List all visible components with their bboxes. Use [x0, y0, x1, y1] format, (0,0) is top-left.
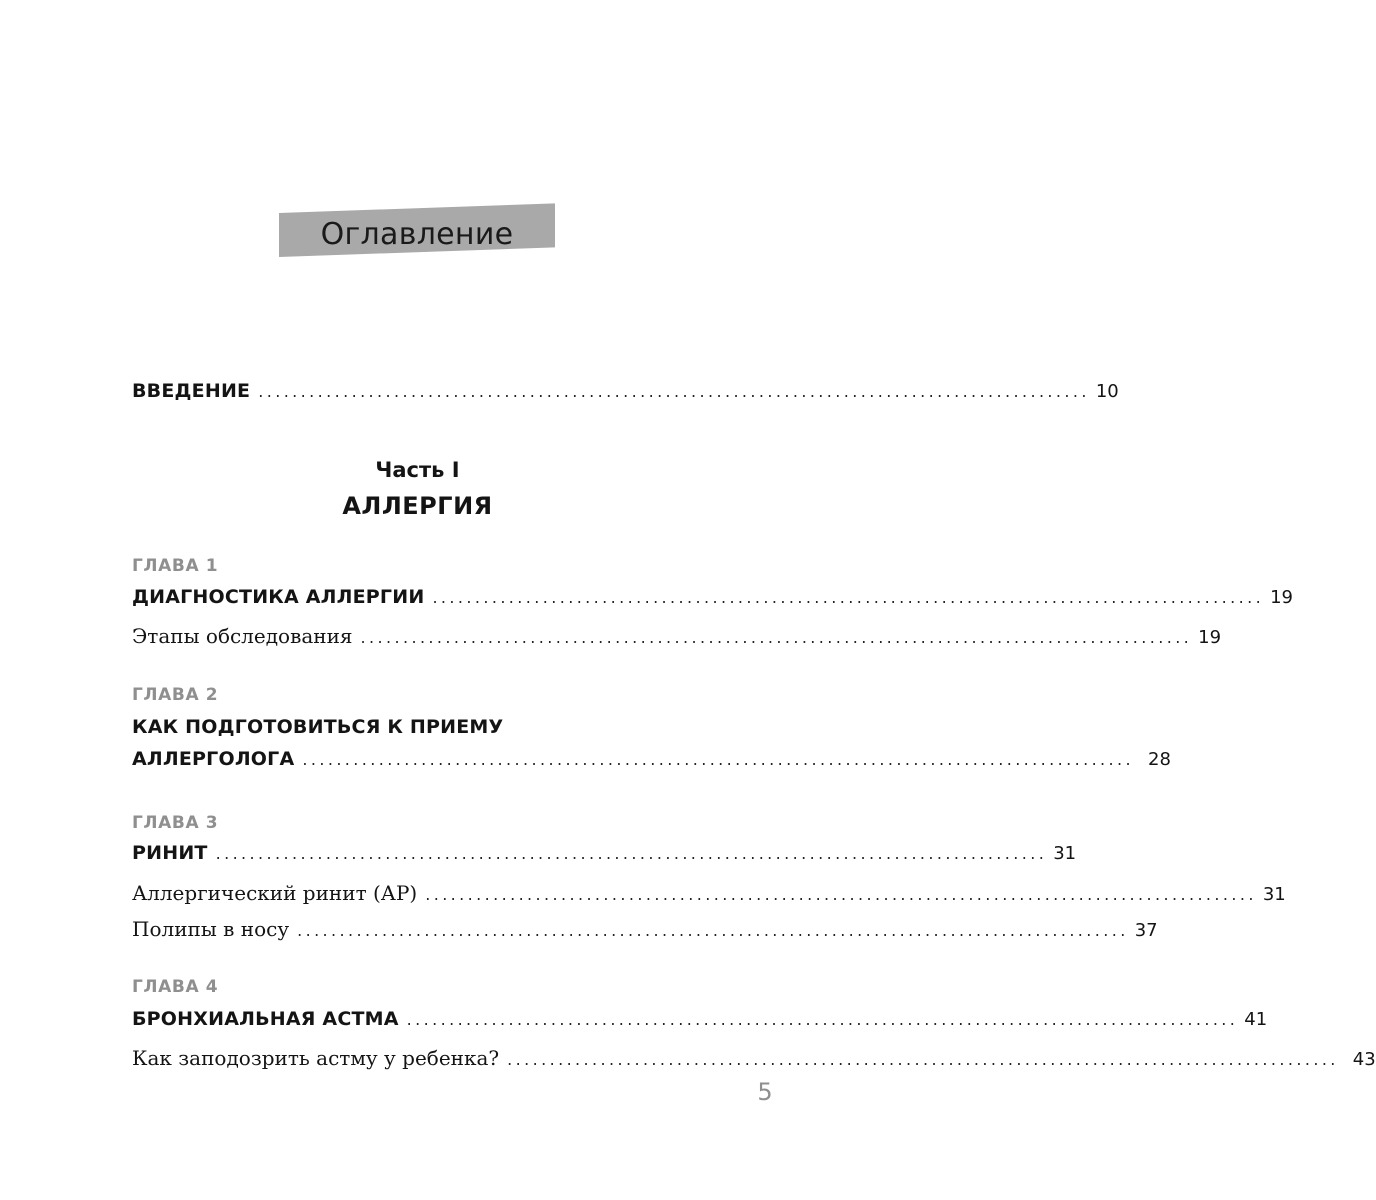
- toc-entry-chapter[interactable]: [132, 586, 1293, 616]
- dot-leader: ..................................................................................................: [360, 628, 1193, 647]
- toc-entry-chapter[interactable]: [132, 1008, 1268, 1038]
- toc-entry-chapter[interactable]: [132, 842, 1077, 872]
- toc-entry-title: АЛЛЕРГОЛОГА: [132, 748, 295, 770]
- toc-entry-page: 41: [1244, 1009, 1268, 1030]
- toc-entry-section[interactable]: [132, 1046, 1376, 1076]
- toc-entry-title: Полипы в носу: [132, 917, 290, 941]
- toc-entry-title: Этапы обследования: [132, 624, 353, 648]
- toc-entry-title: Аллергический ринит (АР): [132, 881, 418, 905]
- toc-entry-title: Как заподозрить астму у ребенка?: [132, 1046, 500, 1070]
- dot-leader: ..................................................................................................: [432, 588, 1265, 607]
- chapter-label: ГЛАВА 1: [132, 556, 219, 576]
- toc-entry-title: ДИАГНОСТИКА АЛЛЕРГИИ: [132, 586, 425, 608]
- dot-leader: ..................................................................................................: [215, 844, 1048, 863]
- chapter-label: ГЛАВА 3: [132, 813, 219, 833]
- title-block: [279, 213, 555, 257]
- part-number: Часть I: [375, 458, 460, 482]
- dot-leader: ..................................................................................................: [507, 1050, 1339, 1069]
- toc-entry-chapter[interactable]: [132, 748, 1171, 778]
- toc-entry-page: 19: [1270, 587, 1293, 608]
- toc-entry-page: 37: [1134, 920, 1158, 941]
- toc-entry-title: РИНИТ: [132, 842, 208, 864]
- toc-entry-page: 31: [1262, 884, 1286, 905]
- dot-leader: ..................................................................................................: [406, 1010, 1239, 1029]
- part-title: АЛЛЕРГИЯ: [342, 492, 493, 520]
- toc-entry-section[interactable]: [132, 624, 1222, 654]
- toc-entry-page: 43: [1352, 1049, 1376, 1070]
- toc-entry-title: БРОНХИАЛЬНАЯ АСТМА: [132, 1008, 399, 1030]
- dot-leader: ..................................................................................................: [425, 885, 1257, 904]
- toc-entry-page: 10: [1095, 381, 1119, 402]
- dot-leader: ..................................................................................................: [302, 750, 1134, 769]
- page-title: Оглавление: [320, 217, 514, 252]
- toc-entry-section[interactable]: [132, 917, 1158, 947]
- page-number: 5: [757, 1078, 773, 1106]
- toc-entry-page: 28: [1148, 749, 1171, 770]
- toc-entry-title: ВВЕДЕНИЕ: [132, 380, 251, 402]
- chapter-label: ГЛАВА 4: [132, 977, 219, 997]
- toc-entry-page: 19: [1198, 627, 1222, 648]
- dot-leader: ..................................................................................................: [297, 921, 1129, 940]
- toc-entry-section[interactable]: [132, 881, 1286, 911]
- toc-entry-chapter-title-line1[interactable]: КАК ПОДГОТОВИТЬСЯ К ПРИЕМУ: [132, 716, 504, 738]
- dot-leader: ..................................................................................................: [258, 382, 1090, 401]
- toc-entry-page: 31: [1053, 843, 1077, 864]
- toc-entry-intro[interactable]: [132, 380, 1119, 410]
- chapter-label: ГЛАВА 2: [132, 685, 219, 705]
